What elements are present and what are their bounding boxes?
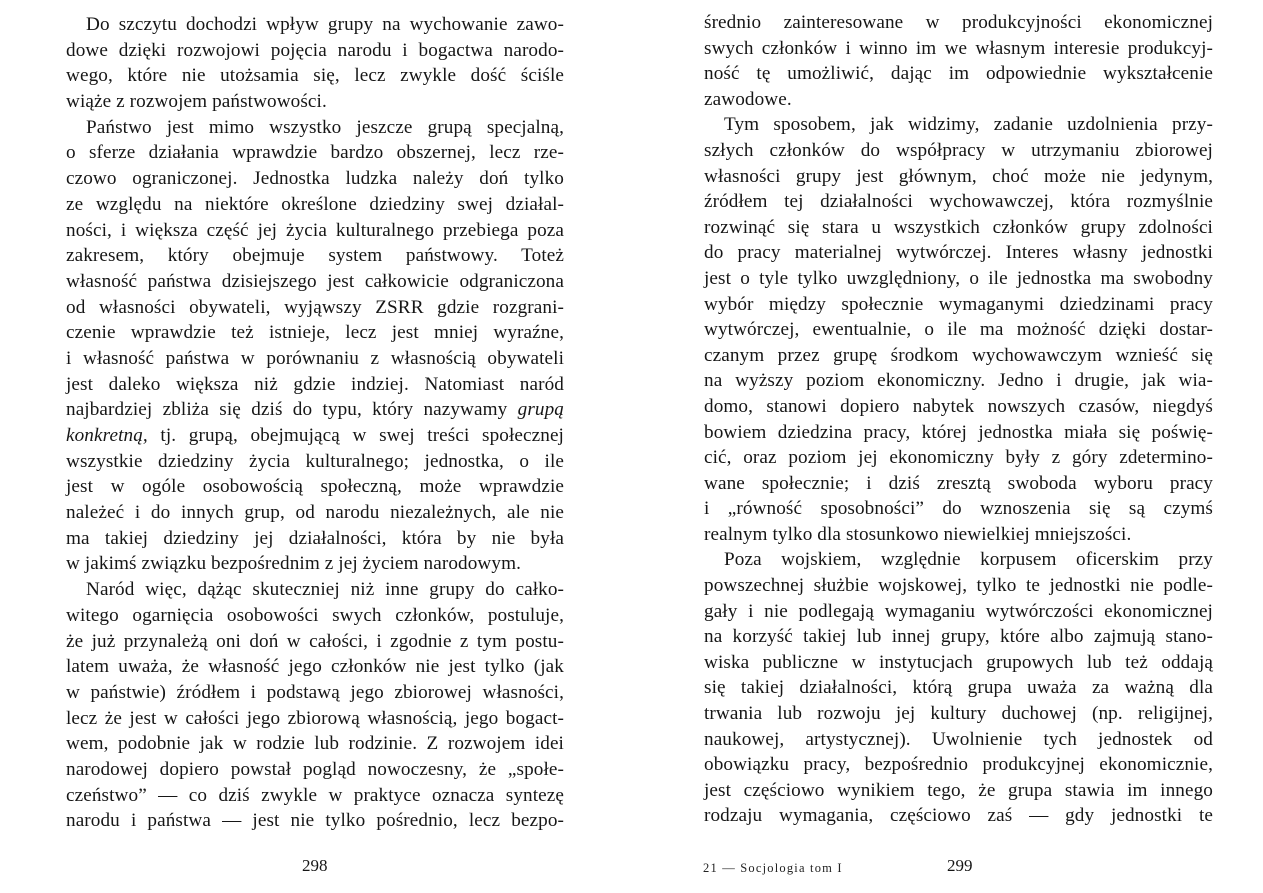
- text-line: własność państwa dzisiejszego jest całkowicie odgraniczona: [66, 270, 564, 292]
- text-line: Do szczytu dochodzi wpływ grupy na wychowanie zawo-: [86, 14, 564, 35]
- text-line: w jakimś związku bezpośrednim z jej życiem narodowym.: [66, 553, 521, 575]
- text-line: Naród więc, dążąc skuteczniej niż inne grupy do całko-: [86, 579, 564, 601]
- text-line: ma takiej dziedziny jej działalności, która by nie była: [66, 527, 564, 549]
- italic-term: konkretną,: [66, 425, 148, 446]
- text-line-mixed: [66, 423, 564, 449]
- right-page: [631, 0, 1263, 893]
- text-line: wiąże z rozwojem państwowości.: [66, 91, 327, 113]
- text-line: wybór między społecznie wymaganymi dziedzinami pracy: [704, 293, 1213, 315]
- text-line: jest w ogóle osobowością społeczną, może wprawdzie: [66, 476, 564, 498]
- text-line-mixed: [66, 397, 564, 423]
- text-line: i „równość sposobności” do wznoszenia się są czymś: [704, 498, 1213, 520]
- text-line: czanym przez grupę środkom wychowawczym wznieść się: [704, 344, 1213, 366]
- text-line: własności grupy jest głównym, choć może nie jedynym,: [704, 165, 1213, 187]
- left-page-text: [66, 12, 564, 834]
- text-line: wytwórczej, ewentualnie, o ile ma możność dzięki dostar-: [704, 319, 1213, 341]
- text-line: wem, podobnie jak w rodzie lub rodzinie. Z rozwojem idei: [66, 733, 564, 755]
- text-line: rozwinąć się stara u wszystkich członków grupy zdolności: [704, 216, 1213, 238]
- text-line: obowiązku pracy, bezpośrednio produkcyjnej ekonomicznie,: [704, 754, 1213, 776]
- text-line: należeć i do innych grup, od narodu niezależnych, ale nie: [66, 502, 564, 524]
- text-line: ność tę umożliwić, dając im odpowiednie wykształcenie: [704, 63, 1213, 85]
- text-line: realnym tylko dla stosunkowo niewielkiej mniejszości.: [704, 523, 1132, 545]
- text-line: narodowej dopiero powstał pogląd nowoczesny, że „społe-: [66, 758, 564, 780]
- text-line: rodzaju wymagania, częściowo zaś — gdy jednostki te: [704, 805, 1213, 827]
- text-line: wszystkie dziedziny życia kulturalnego; jednostka, o ile: [66, 450, 564, 472]
- text-line: Tym sposobem, jak widzimy, zadanie uzdolnienia przy-: [724, 114, 1213, 136]
- text-line: Poza wojskiem, względnie korpusem oficerskim przy: [724, 549, 1213, 571]
- text-line: lecz że jest w całości jego zbiorową własnością, jego bogact-: [66, 707, 564, 729]
- text-line: czenie wprawdzie też istnieje, lecz jest mniej wyraźne,: [66, 322, 564, 344]
- text-line: że już przynależą oni doń w całości, i zgodnie z tym postu-: [66, 630, 564, 652]
- text-line: narodu i państwa — jest nie tylko pośrednio, lecz bezpo-: [66, 810, 564, 832]
- text-line: bowiem dziedzina pracy, której jednostka miała się poświę-: [704, 421, 1213, 443]
- text-line: o sferze działania wprawdzie bardzo obszernej, lecz rze-: [66, 142, 564, 164]
- text-line: w państwie) źródłem i podstawą jego zbiorowej własności,: [66, 681, 564, 703]
- text-line: czowo ograniczonej. Jednostka ludzka należy doń tylko: [66, 168, 564, 190]
- text-line: czeństwo” — co dziś zwykle w praktyce oznacza syntezę: [66, 784, 564, 806]
- text-line: naukowej, artystycznej). Uwolnienie tych jednostek od: [704, 728, 1213, 750]
- text-line: na korzyść takiej lub innej grupy, które albo zajmują stano-: [704, 626, 1213, 648]
- text-line: trwania lub rozwoju jej kultury duchowej (np. religijnej,: [704, 703, 1213, 725]
- italic-term: grupą: [517, 399, 564, 421]
- text-line: zakresem, który obejmuje system państwowy. Toteż: [66, 245, 564, 267]
- text-line: ze względu na niektóre określone dziedziny swej działal-: [66, 193, 564, 215]
- text-line: Państwo jest mimo wszystko jeszcze grupą specjalną,: [86, 116, 564, 138]
- text-line: jest o tyle tylko uwzględniony, o ile jednostka ma swobodny: [704, 267, 1213, 289]
- text-line: dowe dzięki rozwojowi pojęcia narodu i bogactwa narodo-: [66, 39, 564, 61]
- text-line: szłych członków do współpracy w utrzymaniu zbiorowej: [704, 139, 1213, 161]
- text-line: witego ogarnięcia osobowości swych członków, postuluje,: [66, 604, 564, 626]
- text-line: od własności obywateli, wyjąwszy ZSRR gdzie rozgrani-: [66, 296, 564, 318]
- text-line: wiska publiczne w instytucjach grupowych lub też oddają: [704, 651, 1213, 673]
- text-line: wego, które nie utożsamia się, lecz zwykle dość ściśle: [66, 65, 564, 87]
- left-page: [0, 0, 631, 893]
- text-line: latem uważa, że własność jego członków nie jest tylko (jak: [66, 656, 564, 678]
- text-line: wane społecznie; i dziś zresztą swoboda wyboru pracy: [704, 472, 1213, 494]
- text-line: na wyższy poziom ekonomiczny. Jedno i drugie, jak wia-: [704, 370, 1213, 392]
- text-fragment: tj. grupą, obejmującą w swej treści społecznej: [160, 425, 564, 446]
- text-line: zawodowe.: [704, 88, 792, 110]
- text-line: ności, i większa część jej życia kulturalnego przebiega poza: [66, 219, 564, 241]
- text-line: jest daleko większa niż gdzie indziej. Natomiast naród: [66, 373, 564, 395]
- right-page-text: [704, 10, 1213, 829]
- text-line: swych członków i winno im we własnym interesie produkcyj-: [704, 37, 1213, 59]
- text-line: źródłem tej działalności wychowawczej, która rozmyślnie: [704, 191, 1213, 213]
- printer-signature: 21 — Socjologia tom I: [703, 861, 843, 875]
- text-line: średnio zainteresowane w produkcyjności ekonomicznej: [704, 12, 1213, 33]
- text-line: domo, stanowi dopiero nabytek nowszych czasów, niegdyś: [704, 395, 1213, 417]
- text-line: powszechnej służbie wojskowej, tylko te jednostki nie podle-: [704, 575, 1213, 597]
- text-line: się takiej działalności, którą grupa uważa za ważną dla: [704, 677, 1213, 699]
- page-number: 299: [947, 856, 973, 875]
- text-line: cić, oraz poziom jej ekonomiczny były z góry zdetermino-: [704, 447, 1213, 469]
- page-number: 298: [302, 856, 328, 875]
- text-line: i własność państwa w porównaniu z własnością obywateli: [66, 347, 564, 369]
- text-line: do pracy materialnej wytwórczej. Interes własny jednostki: [704, 242, 1213, 264]
- text-line: gały i nie podlegają wymaganiu wytwórczości ekonomicznej: [704, 600, 1213, 622]
- text-fragment: najbardziej zbliża się dziś do typu, który nazywamy: [66, 399, 508, 421]
- text-line: jest częściowo wynikiem tego, że grupa stawia im innego: [704, 779, 1213, 801]
